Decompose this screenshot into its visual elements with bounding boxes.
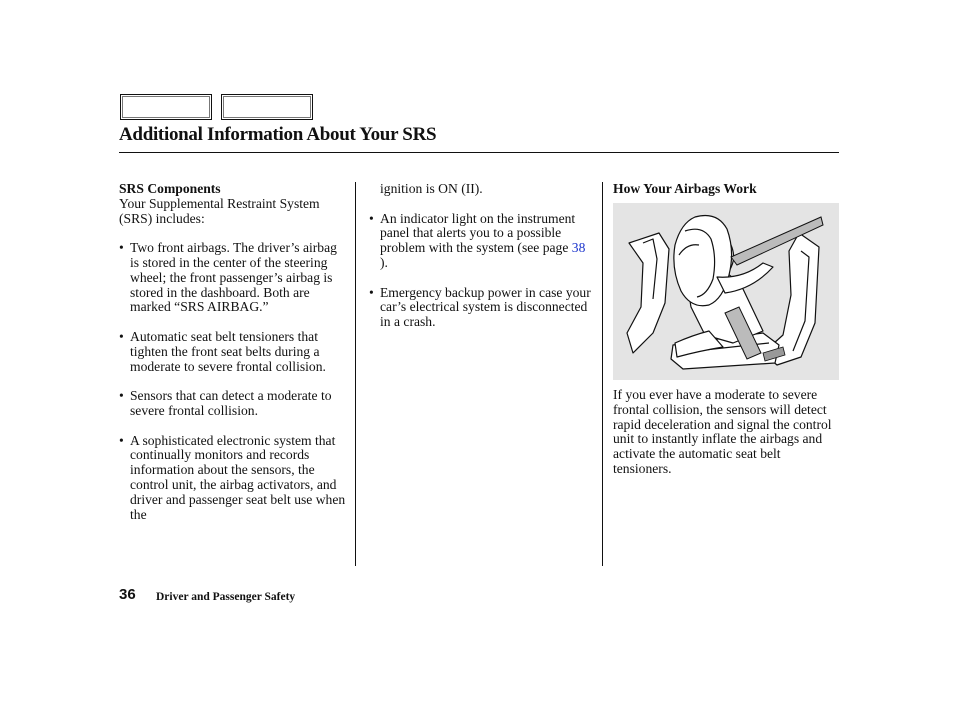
- page-title: Additional Information About Your SRS: [119, 124, 437, 145]
- airbag-deployment-illustration-icon: [613, 203, 839, 380]
- page-38-link[interactable]: 38: [571, 240, 586, 256]
- list-item: • A sophisticated electronic system that continually monitors and records information about the sensors, the control unit, the airbag activators, and driver and passenger seat belt use when the: [119, 434, 347, 523]
- continuation-text: ignition is ON (II).: [380, 181, 483, 196]
- title-rule: [119, 152, 839, 153]
- srs-components-heading: SRS Components: [119, 181, 221, 196]
- next-page-button[interactable]: [221, 94, 313, 120]
- column-srs-components: [119, 182, 347, 522]
- list-item: [369, 212, 595, 271]
- previous-page-button[interactable]: [120, 94, 212, 120]
- how-airbags-work-body: If you ever have a moderate to severe frontal collision, the sensors will detect rapid deceleration and signal the control unit to instantly inflate the airbags and activate the automatic seat belt tensioners.: [613, 387, 832, 476]
- page-number: 36: [119, 586, 136, 603]
- column-divider: [602, 182, 603, 566]
- indicator-light-text: An indicator light on the instrument panel that alerts you to a possible problem with the system (see page: [380, 210, 576, 256]
- list-item: • Two front airbags. The driver’s airbag is stored in the center of the steering wheel; the front passenger’s airbag is stored in the dashboard. Both are marked “SRS AIRBAG.”: [119, 241, 347, 315]
- column-srs-components-continued: [369, 182, 595, 330]
- column-how-airbags-work: [613, 182, 839, 197]
- list-item: • Emergency backup power in case your car’s electrical system is disconnected in a crash.: [369, 286, 595, 330]
- how-airbags-work-heading: How Your Airbags Work: [613, 181, 757, 196]
- indicator-light-text-end: ).: [380, 254, 388, 270]
- column-divider: [355, 182, 356, 566]
- list-item: • Automatic seat belt tensioners that tighten the front seat belts during a moderate to severe frontal collision.: [119, 330, 347, 374]
- section-title[interactable]: Driver and Passenger Safety: [156, 591, 296, 603]
- list-item: • Sensors that can detect a moderate to severe frontal collision.: [119, 389, 347, 419]
- srs-intro-text: Your Supplemental Restraint System (SRS) includes:: [119, 195, 320, 226]
